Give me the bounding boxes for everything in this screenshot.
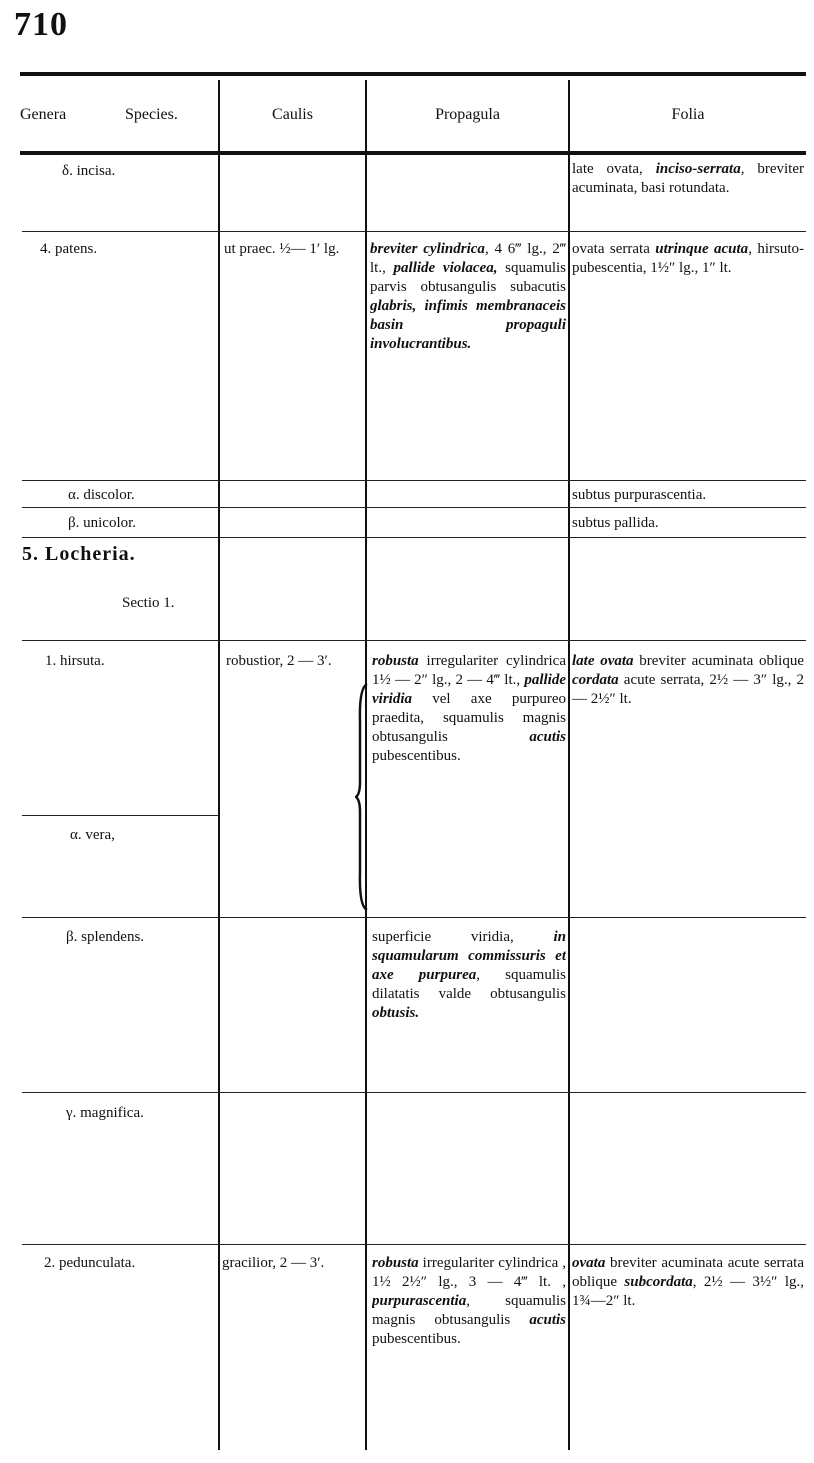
folia-unicolor: subtus pallida. [572, 515, 659, 531]
row-divider [22, 1244, 806, 1245]
header-species: Species. [125, 106, 178, 123]
header-folia: Folia [671, 106, 705, 123]
propagula-hirsuta: robusta irregulariter cylindrica 1½ — 2″ lg., 2 — 4‴ lt., pallide viridia vel axe purpureo praedita, squamulis magnis obtusangulis acutis pubescentibus. [372, 653, 566, 764]
row-divider [22, 480, 806, 481]
brace-icon [355, 682, 369, 912]
row-divider [22, 507, 806, 508]
caulis-patens: ut praec. ½— 1′ lg. [224, 241, 340, 257]
row-divider [22, 537, 806, 538]
row-divider [22, 1092, 806, 1093]
sectio-label: Sectio 1. [122, 595, 175, 611]
species-hirsuta: 1. hirsuta. [45, 653, 105, 669]
folia-discolor: subtus purpurascentia. [572, 487, 707, 503]
row-divider [22, 917, 806, 918]
propagula-patens: breviter cylindrica, 4 6‴ lg., 2‴ lt., pallide violacea, squamulis parvis obtusangulis subacutis glabris, infimis membranaceis basin propaguli involucrantibus. [370, 241, 566, 352]
header-caulis: Caulis [272, 106, 313, 123]
caulis-hirsuta: robustior, 2 — 3′. [226, 653, 332, 669]
caulis-pedunculata: gracilior, 2 — 3′. [222, 1255, 325, 1271]
species-unicolor: β. unicolor. [68, 515, 137, 531]
species-discolor: α. discolor. [68, 487, 135, 503]
propagula-pedunculata: robusta irregulariter cylindrica , 1½ 2½″ lg., 3 — 4‴ lt. , purpurascentia, squamulis magnis obtusangulis acutis pubescentibus. [372, 1255, 566, 1347]
folia-incisa: late ovata, inciso-serrata, breviter acuminata, basi rotundata. [572, 161, 804, 196]
top-rule [20, 72, 806, 76]
page-number: 710 [14, 6, 68, 43]
propagula-splendens: superficie viridia, in squamularum commissuris et axe purpurea, squamulis dilatatis valde obtusangulis obtusis. [372, 929, 566, 1021]
header-rule [20, 151, 806, 155]
folia-patens: ovata serrata utrinque acuta, hirsuto-pubescentia, 1½″ lg., 1″ lt. [572, 241, 804, 276]
species-vera: α. vera, [70, 827, 115, 843]
row-divider [22, 231, 806, 232]
header-propagula: Propagula [435, 106, 500, 123]
row-divider [22, 640, 806, 641]
species-splendens: β. splendens. [66, 929, 145, 945]
row-divider [22, 815, 218, 816]
species-patens: 4. patens. [40, 241, 98, 257]
folia-pedunculata: ovata breviter acuminata acute serrata oblique subcordata, 2½ — 3½″ lg., 1¾—2″ lt. [572, 1255, 804, 1309]
header-genera: Genera [20, 106, 67, 123]
folia-hirsuta: late ovata breviter acuminata oblique cordata acute serrata, 2½ — 3″ lg., 2 — 2½″ lt. [572, 653, 804, 707]
species-incisa: δ. incisa. [62, 163, 116, 179]
species-magnifica: γ. magnifica. [66, 1105, 144, 1121]
species-pedunculata: 2. pedunculata. [44, 1255, 136, 1271]
genus-locheria: 5. Locheria. [22, 543, 136, 565]
